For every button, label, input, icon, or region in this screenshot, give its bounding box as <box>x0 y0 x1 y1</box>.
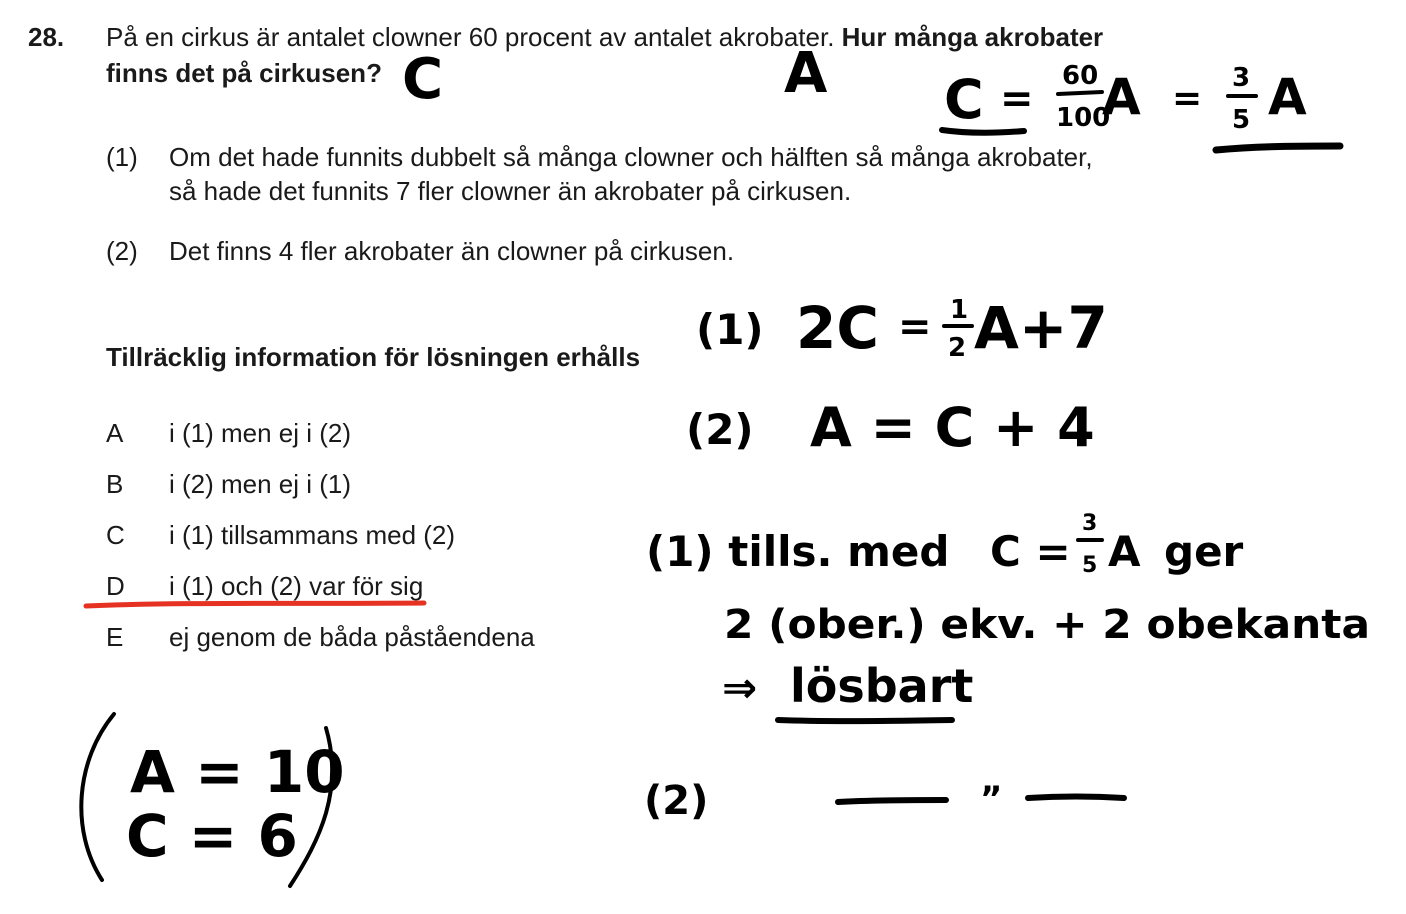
hw-eq2-label: (2) <box>686 405 754 454</box>
svg-text:=: = <box>898 304 932 350</box>
svg-text:A: A <box>1108 527 1141 576</box>
hw-ditto-mark: ” <box>980 779 1003 819</box>
option-e-letter: E <box>106 622 124 652</box>
question-text-bold: Hur många akrobater <box>841 22 1104 52</box>
option-d-text: i (1) och (2) var för sig <box>169 571 424 601</box>
hw-eq1-label: (1) <box>696 305 764 354</box>
svg-text:2: 2 <box>948 333 967 363</box>
hw-paren-left <box>81 714 114 880</box>
hw-note3-arrow: ⇒ <box>722 663 758 712</box>
option-e-text: ej genom de båda påståendena <box>169 622 535 652</box>
hw-eq2: A = C + 4 <box>810 396 1095 459</box>
answer-prompt: Tillräcklig information för lösningen erhålls <box>106 342 641 372</box>
option-d-red-underline <box>86 603 424 606</box>
svg-text:A+7: A+7 <box>974 294 1108 362</box>
svg-text:=: = <box>1172 78 1203 119</box>
hw-dash-left <box>838 800 946 802</box>
svg-text:5: 5 <box>1232 105 1251 135</box>
statement-1-line2: så hade det funnits 7 fler clowner än akrobater på cirkusen. <box>169 176 852 206</box>
hw-a-label: A <box>784 41 828 106</box>
question-text-plain: På en cirkus är antalet clowner 60 procent av antalet akrobater. <box>106 22 835 52</box>
question-number: 28. <box>28 22 65 52</box>
svg-text:2C: 2C <box>796 294 879 362</box>
hw-answer-a: A = 10 <box>130 738 345 806</box>
option-a-letter: A <box>106 418 124 448</box>
svg-text:A: A <box>1268 68 1307 126</box>
option-c-letter: C <box>106 520 125 550</box>
hw-note4-label: (2) <box>644 778 709 824</box>
statement-2-label: (2) <box>106 236 138 266</box>
option-c-text: i (1) tillsammans med (2) <box>169 520 456 550</box>
option-b-letter: B <box>106 469 124 499</box>
hw-c-label: C <box>402 47 444 112</box>
hw-note1-suffix: ger <box>1164 527 1244 576</box>
svg-text:1: 1 <box>950 295 969 325</box>
hw-note1-eq <box>990 511 1141 578</box>
hw-note1-prefix: (1) tills. med <box>646 527 950 576</box>
option-d-letter: D <box>106 571 125 601</box>
hw-note2: 2 (ober.) ekv. + 2 obekanta <box>724 602 1370 648</box>
hw-eq1 <box>796 294 1108 363</box>
svg-text:3: 3 <box>1082 511 1098 536</box>
hw-note3: lösbart <box>790 659 974 713</box>
option-b-text: i (2) men ej i (1) <box>169 469 352 499</box>
hw-answer-c: C = 6 <box>126 802 298 870</box>
statement-1-label: (1) <box>106 142 138 172</box>
statement-1-line1: Om det hade funnits dubbelt så många clowner och hälften så många akrobater, <box>169 142 1093 172</box>
svg-text:3: 3 <box>1232 63 1251 93</box>
svg-text:C: C <box>944 68 984 131</box>
hw-main-equation <box>942 61 1340 150</box>
svg-text:A: A <box>1102 68 1141 126</box>
svg-text:5: 5 <box>1082 553 1098 578</box>
svg-text:60: 60 <box>1062 61 1099 91</box>
option-a-text: i (1) men ej i (2) <box>169 418 352 448</box>
svg-text:100: 100 <box>1056 103 1111 133</box>
svg-text:=: = <box>1000 76 1034 122</box>
statement-2-line1: Det finns 4 fler akrobater än clowner på cirkusen. <box>169 236 735 266</box>
svg-text:C =: C = <box>990 527 1071 576</box>
hw-dash-right <box>1028 797 1124 799</box>
question-text-line2: finns det på cirkusen? <box>106 58 382 88</box>
